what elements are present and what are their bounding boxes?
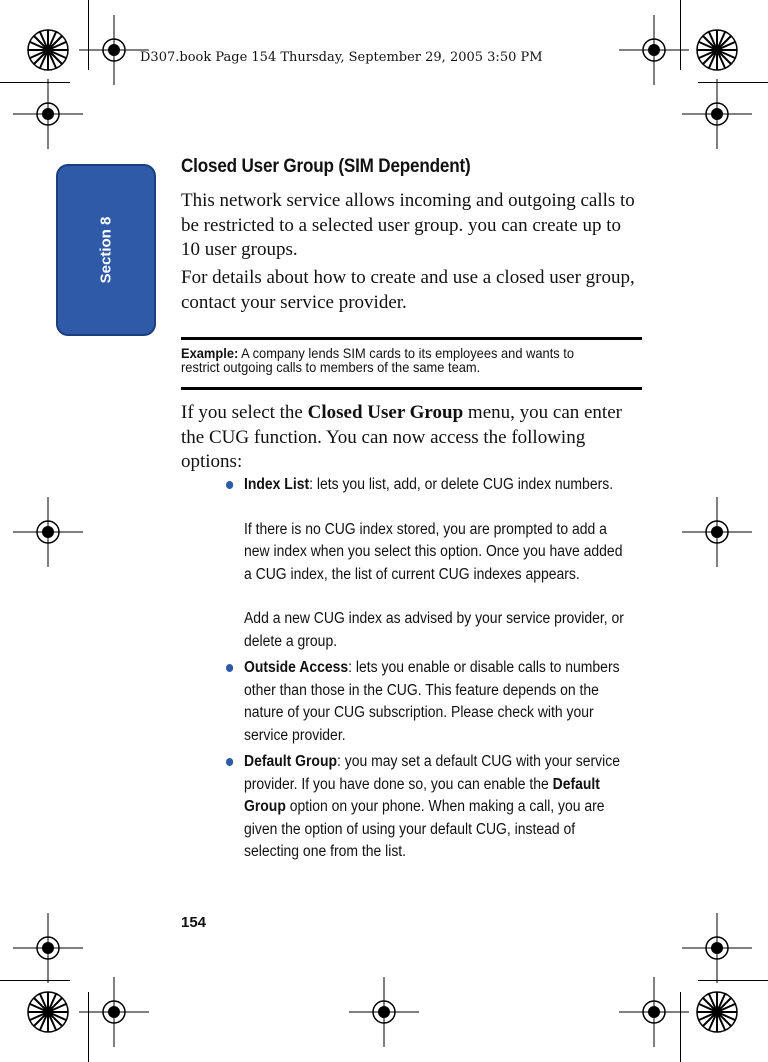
bullet-icon [226, 481, 233, 489]
index-list-detail: If there is no CUG index stored, you are prompted to add a new index when you select this option. Once you have added a CUG index, the list of current CUG indexes appears. [244, 520, 623, 583]
divider [181, 337, 642, 340]
print-header: D307.book Page 154 Thursday, September 29, 2005 3:50 PM [140, 50, 543, 65]
details-paragraph: For details about how to create and use a closed user group, contact your service provider. [181, 267, 635, 313]
options-list [226, 474, 631, 864]
example-note [181, 346, 606, 374]
page-title: Closed User Group (SIM Dependent) [181, 156, 471, 177]
section-tab [56, 164, 156, 336]
divider [181, 387, 642, 390]
list-item-outside-access: Outside Access: lets you enable or disable calls to numbers other than those in the CUG. This feature depends on the nature of your CUG subscription. Please check with your service provider. [226, 657, 631, 747]
bullet-icon [226, 758, 233, 766]
index-list-detail: Add a new CUG index as advised by your service provider, or delete a group. [244, 610, 624, 650]
options-intro-paragraph: If you select the Closed User Group menu, you can enter the CUG function. You can now access the following options: [181, 402, 622, 472]
list-item-index-list: Index List: lets you list, add, or delete CUG index numbers. If there is no CUG index stored, you are prompted to add a new index when you select this option. Once you have added a CUG index, the list of current CUG indexes appears. Add a new CUG index as advised by your service provider, or delete a group. [226, 474, 631, 653]
section-tab-label: Section 8 [97, 216, 115, 284]
menu-name: Closed User Group [307, 402, 464, 423]
list-item-default-group: Default Group: you may set a default CUG with your service provider. If you have done so, you can enable the Default Group option on your phone. When making a call, you are given the option of using your default CUG, instead of selecting one from the list. [226, 751, 631, 864]
page-number: 154 [181, 914, 207, 931]
example-text: A company lends SIM cards to its employees and wants to restrict outgoing calls to members of the same team. [181, 345, 575, 375]
intro-paragraph: This network service allows incoming and outgoing calls to be restricted to a selected user group. you can create up to 10 user groups. [181, 190, 635, 260]
bullet-icon [226, 664, 233, 672]
example-label: Example: [181, 345, 239, 361]
